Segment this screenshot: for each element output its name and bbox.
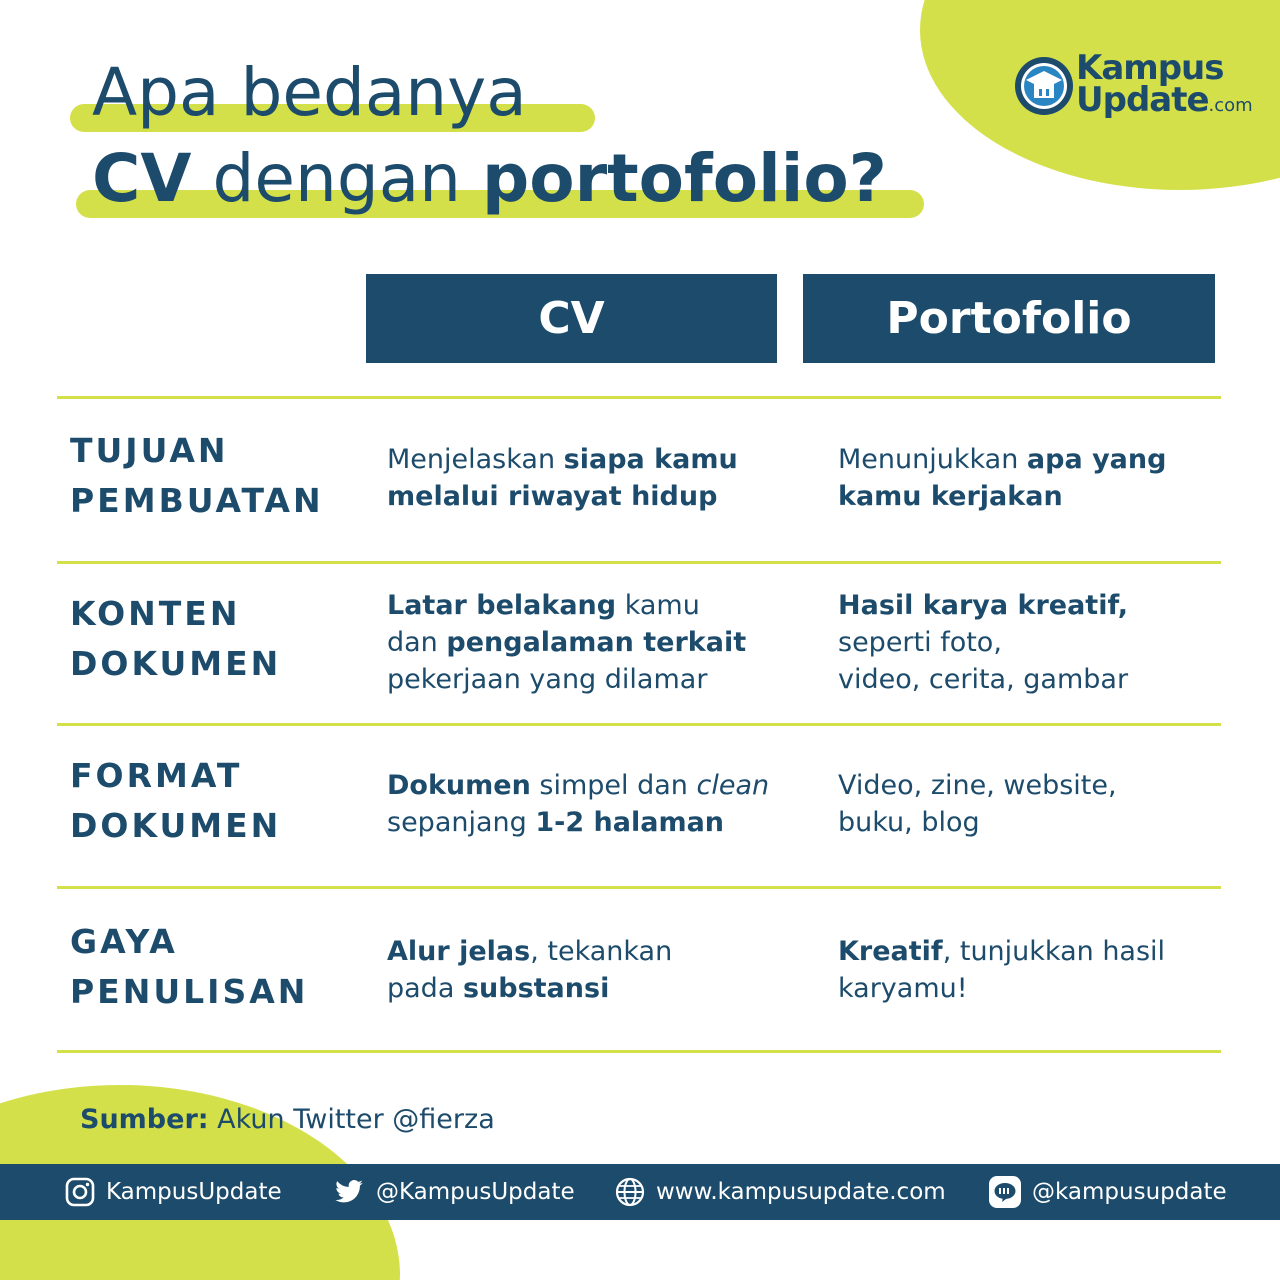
row-label-tujuan-pembuatan: TUJUAN PEMBUATAN (70, 431, 324, 520)
page-title-line1: Apa bedanya (92, 54, 527, 131)
cell-cv-konten: Latar belakang kamu dan pengalaman terkait pekerjaan yang dilamar (387, 590, 747, 695)
cell-cv-format: Dokumen simpel dan clean sepanjang 1-2 halaman (387, 770, 770, 838)
table-divider (57, 723, 1221, 726)
cell-portfolio-konten: Hasil karya kreatif, seperti foto, video, cerita, gambar (838, 590, 1129, 695)
footer-twitter-handle: @KampusUpdate (376, 1179, 575, 1205)
row-label-format-dokumen: FORMAT DOKUMEN (70, 756, 282, 845)
kampus-update-logo[interactable] (1014, 48, 1253, 120)
table-divider (57, 1050, 1221, 1053)
footer-twitter[interactable] (332, 1164, 575, 1220)
cell-cv-gaya: Alur jelas, tekankan pada substansi (387, 936, 673, 1004)
footer-instagram-handle: KampusUpdate (106, 1179, 282, 1205)
page-title-line2: CV dengan portofolio? (92, 140, 887, 217)
globe-icon (614, 1176, 646, 1208)
cell-portfolio-gaya: Kreatif, tunjukkan hasil karyamu! (838, 936, 1166, 1004)
twitter-icon (332, 1177, 366, 1207)
footer-website[interactable] (614, 1164, 946, 1220)
footer-line[interactable] (988, 1164, 1227, 1220)
table-divider (57, 396, 1221, 399)
cell-cv-tujuan: Menjelaskan siapa kamu melalui riwayat hidup (387, 444, 738, 512)
instagram-icon (64, 1176, 96, 1208)
footer-instagram[interactable] (64, 1164, 282, 1220)
cell-portfolio-tujuan: Menunjukkan apa yang kamu kerjakan (838, 444, 1167, 512)
cell-portfolio-format: Video, zine, website, buku, blog (838, 770, 1117, 838)
social-footer (0, 1164, 1280, 1220)
column-header-portfolio: Portofolio (803, 274, 1215, 363)
column-header-cv: CV (366, 274, 777, 363)
logo-text-update: Update.com (1076, 80, 1253, 120)
row-label-gaya-penulisan: GAYA PENULISAN (70, 922, 309, 1011)
row-label-konten-dokumen: KONTEN DOKUMEN (70, 594, 282, 683)
table-divider (57, 561, 1221, 564)
table-divider (57, 886, 1221, 889)
source-credit: Sumber: Akun Twitter @fierza (80, 1104, 495, 1135)
footer-line-handle: @kampusupdate (1032, 1179, 1227, 1205)
line-messenger-icon (988, 1175, 1022, 1209)
logo-suffix: .com (1208, 95, 1253, 116)
footer-website-url: www.kampusupdate.com (656, 1179, 946, 1205)
graduation-cap-icon (1014, 56, 1074, 116)
logo-text-kampus: Kampus (1076, 48, 1224, 88)
